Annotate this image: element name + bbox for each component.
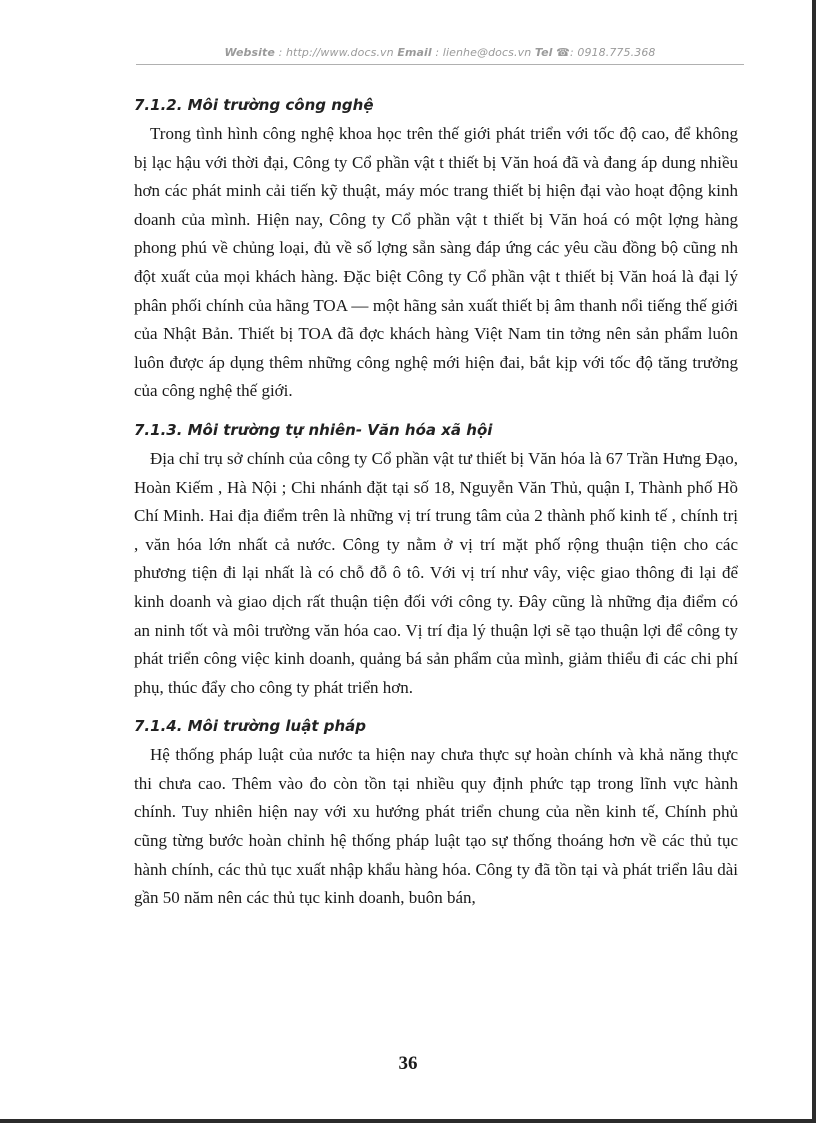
tel-label: Tel xyxy=(534,46,553,59)
page-number: 36 xyxy=(398,1053,418,1074)
email-value: : lienhe@docs.vn xyxy=(435,46,532,59)
tel-value: : 0918.775.368 xyxy=(569,46,656,59)
page-shadow-right xyxy=(812,0,816,1123)
page-shadow-bottom xyxy=(0,1119,816,1123)
section-body-nature-culture: Địa chỉ trụ sở chính của công ty Cổ phần vật tư thiết bị Văn hóa là 67 Trần Hưng Đạo, Hoàn Kiếm , Hà Nội ; Chi nhánh đặt tại số 18, Nguyễn Văn Thủ, quận I, Thành phố Hồ Chí Minh. Hai địa điểm trên là những vị trí trung tâm của 2 thành phố kinh tế , chính trị , văn hóa lớn nhất cả nước. Công ty nằm ở vị trí mặt phố rộng thuận tiện cho các phương tiện đi lại nhất là có chỗ đỗ ô tô. Với vị trí như vây, việc giao thông đi lại để kinh doanh và giao dịch rất thuận tiện đối với công ty. Đây cũng là những địa điểm có an ninh tốt và môi trường văn hóa cao. Vị trí địa lý thuận lợi sẽ tạo thuận lợi để công ty phát triển công việc kinh doanh, quảng bá sản phẩm của mình, giảm thiểu đi các chi phí phụ, thúc đẩy cho công ty phát triển hơn. xyxy=(134,448,738,697)
header-divider xyxy=(136,64,744,65)
section-body-law: Hệ thống pháp luật của nước ta hiện nay chưa thực sự hoàn chính và khả năng thực thi chưa cao. Thêm vào đo còn tồn tại nhiều quy định phức tạp trong lĩnh vực hành chính. Tuy nhiên hiện nay với xu hướng phát triển chung của nền kinh tế, Chính phủ cũng từng bước hoàn chỉnh hệ thống pháp luật tạo sự thống thoáng hơn về các thủ tục hành chính, các thủ tục xuất nhập khẩu hàng hóa. Công ty đã tồn tại và phát triển lâu dài gần 50 năm nên các thủ tục kinh doanh, buôn bán, xyxy=(134,745,738,908)
document-body xyxy=(134,90,738,922)
page-header xyxy=(136,46,744,59)
section-title-nature-culture: 7.1.3. Môi trường tự nhiên- Văn hóa xã hội xyxy=(134,420,493,439)
email-label: Email xyxy=(397,46,432,59)
website-value: : http://www.docs.vn xyxy=(278,46,394,59)
section-title-technology: 7.1.2. Môi trường công nghệ xyxy=(134,96,374,114)
phone-icon: ☎ xyxy=(556,46,570,59)
section-title-law: 7.1.4. Môi trường luật pháp xyxy=(134,717,367,736)
website-label: Website xyxy=(224,46,275,59)
section-body-technology: Trong tình hình công nghệ khoa học trên thế giới phát triển với tốc độ cao, để không bị lạc hậu với thời đại, Công ty Cổ phần vật t thiết bị Văn hoá đã và đang áp dung nhiều hơn các phát minh cải tiến kỹ thuật, máy móc trang thiết bị hiện đại vào hoạt động kinh doanh của mình. Hiện nay, Công ty Cổ phần vật t thiết bị Văn hoá có một lợng hàng phong phú về chủng loại, đủ về số lợng sẵn sàng đáp ứng các yêu cầu đồng bộ cũng nh đột xuất của mọi khách hàng. Đặc biệt Công ty Cổ phần vật t thiết bị Văn hoá là đại lý phân phối chính của hãng TOA — một hãng sản xuất thiết bị âm thanh nổi tiếng thế giới của Nhật Bản. Thiết bị TOA đã đợc khách hàng Việt Nam tin tởng nên sản phẩm luôn luôn được áp dụng thêm những công nghệ mới hiện đai, bắt kịp với tốc độ tăng trưởng của công nghệ thế giới. xyxy=(134,124,738,401)
